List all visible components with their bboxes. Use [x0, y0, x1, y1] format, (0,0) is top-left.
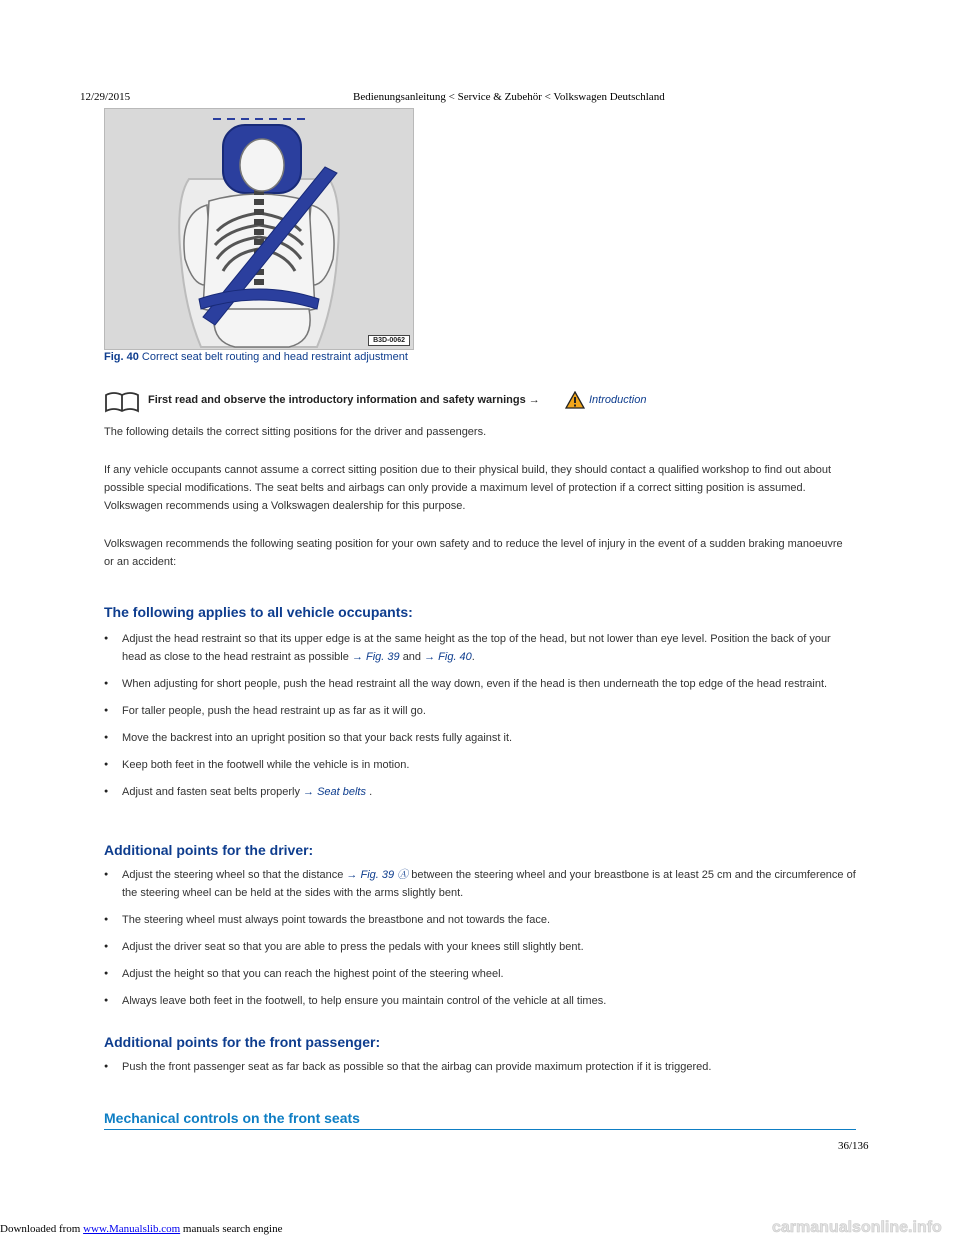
- figure-caption-text: Correct seat belt routing and head restraint adjustment: [141, 351, 408, 363]
- warning-triangle-icon: [565, 391, 585, 409]
- list-item: ● Adjust and fasten seat belts properly → Seat belts .: [104, 783, 856, 801]
- introduction-link[interactable]: Introduction: [589, 394, 647, 406]
- fig-39-link[interactable]: → Fig. 39: [351, 651, 400, 663]
- list-item: ● Move the backrest into an upright position so that your back rests fully against it.: [104, 729, 856, 747]
- list-item: ● For taller people, push the head restraint up as far as it will go.: [104, 702, 856, 720]
- heading-front-passenger: Additional points for the front passenger:: [104, 1034, 381, 1050]
- book-icon: [104, 391, 140, 413]
- paragraph-2: If any vehicle occupants cannot assume a correct sitting position due to their physical build, they should contact a qualified workshop to find out about possible special modifications. The seat belts and airbags can only provide a maximum level of protection if a correct sitting position is assumed. Volkswagen recommends using a Volkswagen dealership for this purpose.: [104, 464, 832, 512]
- watermark-logo: [768, 1210, 960, 1242]
- figure-caption: [104, 351, 408, 363]
- fig-39-a-link[interactable]: → Fig. 39 Ⓐ: [346, 869, 409, 881]
- download-footer: Downloaded from www.Manualslib.com manuals search engine: [0, 1223, 283, 1235]
- list-item: ● Adjust the steering wheel so that the distance → Fig. 39 Ⓐ between the steering wheel and your breastbone is at least 25 cm and the circumference of the steering wheel can be held at the sides with the arms slightly bent.: [104, 866, 856, 902]
- list-item: ● Push the front passenger seat as far back as possible so that the airbag can provide maximum protection if it is triggered.: [104, 1058, 856, 1076]
- list-item: ● The steering wheel must always point towards the breastbone and not towards the face.: [104, 911, 856, 929]
- heading-mechanical-controls: Mechanical controls on the front seats: [104, 1110, 856, 1130]
- heading-all-occupants: The following applies to all vehicle occupants:: [104, 604, 413, 620]
- figure-code: B3D-0062: [368, 335, 410, 346]
- seat-belt-figure: [104, 108, 414, 350]
- list-item: ● Always leave both feet in the footwell, to help ensure you maintain control of the vehicle at all times.: [104, 992, 856, 1010]
- page-number: 36/136: [838, 1140, 869, 1152]
- paragraph-3: Volkswagen recommends the following seating position for your own safety and to reduce the level of injury in the event of a sudden braking manoeuvre or an accident:: [104, 538, 843, 568]
- list-item: ● Adjust the head restraint so that its upper edge is at the same height as the top of the head, but not lower than eye level. Position the back of your head as close to the head restraint as possible → Fig. 39 and → Fig. 40.: [104, 630, 856, 666]
- list-front-passenger: [104, 1058, 856, 1085]
- header-date: 12/29/2015: [80, 91, 131, 103]
- seat-belts-link[interactable]: → Seat belts: [303, 786, 366, 798]
- heading-driver: Additional points for the driver:: [104, 842, 314, 858]
- list-item: ● When adjusting for short people, push the head restraint all the way down, even if the head is then underneath the top edge of the head restraint.: [104, 675, 856, 693]
- svg-text:carmanualsonline.info: carmanualsonline.info: [772, 1219, 942, 1236]
- manualslib-link[interactable]: www.Manualslib.com: [83, 1223, 181, 1235]
- list-item: ● Keep both feet in the footwell while the vehicle is in motion.: [104, 756, 856, 774]
- list-all-occupants: [104, 630, 856, 810]
- list-driver: [104, 866, 856, 1019]
- list-item: ● Adjust the driver seat so that you are able to press the pedals with your knees still slightly bent.: [104, 938, 856, 956]
- list-item: ● Adjust the height so that you can reach the highest point of the steering wheel.: [104, 965, 856, 983]
- paragraph-1: The following details the correct sitting positions for the driver and passengers.: [104, 426, 487, 438]
- figure-caption-label: Fig. 40: [104, 351, 139, 363]
- intro-warning-text: First read and observe the introductory information and safety warnings →: [148, 394, 540, 406]
- fig-40-link[interactable]: → Fig. 40: [424, 651, 472, 663]
- seat-belt-illustration: [105, 109, 413, 349]
- header-title: Bedienungsanleitung < Service & Zubehör < Volkswagen Deutschland: [353, 91, 665, 103]
